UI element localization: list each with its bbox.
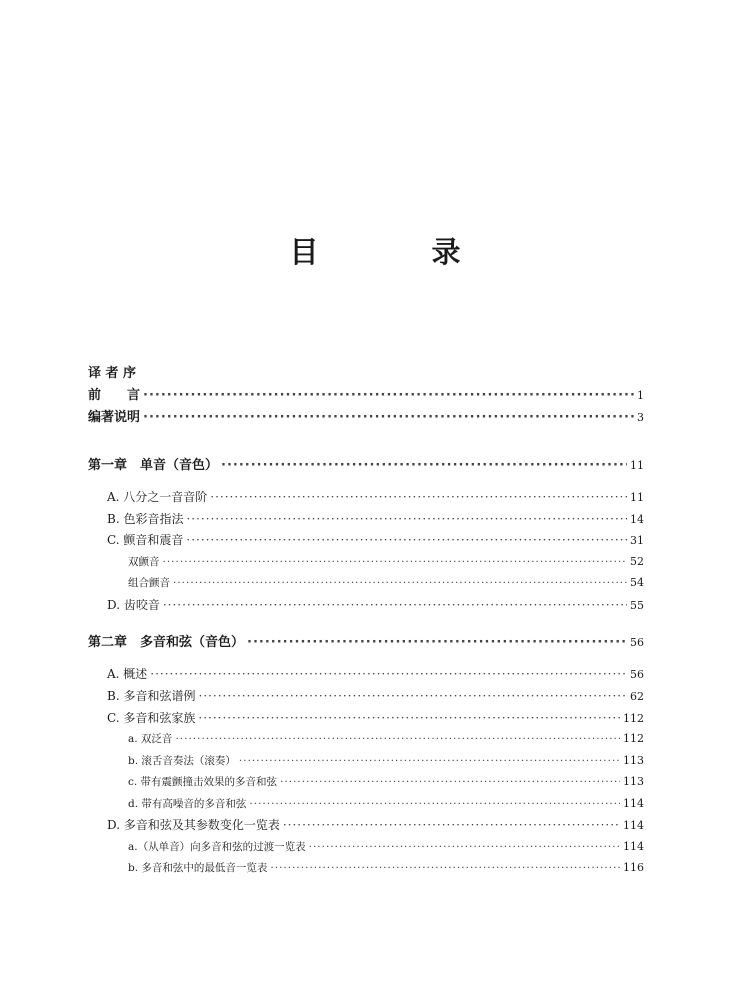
toc-entry-label: B. 多音和弦谱例: [107, 689, 196, 703]
dot-leader: [221, 456, 627, 476]
dot-leader: [247, 633, 627, 653]
toc-entry-page: 114: [623, 840, 644, 853]
toc-entry-translator-preface[interactable]: [88, 364, 644, 384]
dot-leader: [163, 595, 627, 615]
toc-entry-label: c. 带有震颤撞击效果的多音和弦: [128, 776, 278, 788]
toc-entry-label: a.（从单音）向多音和弦的过渡一览表: [128, 841, 306, 853]
toc-section-1d[interactable]: [107, 595, 644, 616]
toc-section-2d[interactable]: [107, 815, 644, 836]
toc-entry-label: 双颤音: [128, 556, 160, 568]
toc-entry-page: 56: [630, 668, 644, 681]
toc-entry-page: 114: [623, 819, 644, 832]
toc-subsection-2d-a[interactable]: [128, 837, 644, 857]
toc-chapter-2[interactable]: [88, 633, 644, 653]
toc-entry-page: 56: [630, 636, 644, 649]
toc-entry-label: A. 概述: [107, 667, 148, 681]
toc-entry-preface[interactable]: [88, 386, 644, 406]
toc-entry-label: B. 色彩音指法: [107, 512, 184, 526]
toc-entry-editor-notes[interactable]: [88, 408, 644, 428]
toc-entry-label: A. 八分之一音音阶: [107, 490, 208, 504]
page-title: 目 录: [289, 235, 503, 269]
toc-section-2c[interactable]: [107, 708, 644, 729]
toc-entry-page: 55: [630, 599, 644, 612]
toc-entry-label: b. 滚舌音奏法（滚奏）: [128, 755, 236, 767]
toc-subsection-2c-d[interactable]: [128, 794, 644, 814]
toc-entry-page: 113: [623, 775, 644, 788]
dot-leader: [173, 573, 627, 593]
toc-entry-page: 113: [623, 754, 644, 767]
toc-entry-page: 112: [623, 712, 644, 725]
dot-leader: [143, 386, 634, 406]
toc-chapter-label: 第二章 多音和弦（音色）: [88, 635, 245, 650]
toc-subsection-2c-c[interactable]: [128, 772, 644, 792]
toc-entry-label: D. 齿咬音: [107, 598, 160, 612]
toc-section-2a[interactable]: [107, 664, 644, 685]
dot-leader: [175, 729, 620, 749]
dot-leader: [309, 837, 620, 857]
toc-entry-label: 组合颤音: [128, 577, 170, 589]
dot-leader: [163, 552, 628, 572]
dot-leader: [198, 686, 627, 706]
toc-entry-label: b. 多音和弦中的最低音一览表: [128, 862, 268, 874]
toc-subsection-combined-trill[interactable]: [128, 573, 644, 593]
dot-leader: [150, 664, 627, 684]
toc-entry-page: 11: [630, 491, 644, 504]
toc-entry-label: 编著说明: [88, 410, 141, 425]
toc-entry-label: a. 双泛音: [128, 733, 173, 745]
toc-entry-page: 11: [630, 459, 644, 472]
dot-leader: [280, 772, 620, 792]
dot-leader: [143, 408, 634, 428]
dot-leader: [210, 487, 627, 507]
toc-chapter-1[interactable]: [88, 456, 644, 476]
dot-leader: [198, 708, 620, 728]
toc-section-2b[interactable]: [107, 686, 644, 707]
toc-entry-page: 112: [623, 732, 644, 745]
toc-entry-page: 14: [630, 513, 644, 526]
toc-subsection-2d-b[interactable]: [128, 858, 644, 878]
toc-entry-page: 1: [637, 389, 644, 402]
toc-entry-page: 54: [630, 576, 644, 589]
toc-entry-label: 前 言: [88, 388, 141, 403]
toc-section-1a[interactable]: [107, 487, 644, 508]
toc-entry-label: 译 者 序: [88, 366, 137, 381]
toc-entry-page: 114: [623, 797, 644, 810]
dot-leader: [186, 530, 627, 550]
toc-entry-page: 52: [630, 555, 644, 568]
dot-leader: [186, 509, 627, 529]
toc-subsection-2c-a[interactable]: [128, 729, 644, 749]
dot-leader: [249, 794, 620, 814]
toc-subsection-2c-b[interactable]: [128, 751, 644, 771]
toc-entry-page: 116: [623, 861, 644, 874]
toc-entry-page: 3: [637, 411, 644, 424]
toc-entry-label: C. 多音和弦家族: [107, 711, 196, 725]
toc-entry-label: d. 带有高噪音的多音和弦: [128, 798, 247, 810]
toc-entry-page: 31: [630, 534, 644, 547]
toc-chapter-label: 第一章 单音（音色）: [88, 458, 219, 473]
toc-entry-page: 62: [630, 690, 644, 703]
toc-subsection-double-trill[interactable]: [128, 552, 644, 572]
toc-section-1c[interactable]: [107, 530, 644, 551]
dot-leader: [239, 751, 620, 771]
toc-entry-label: C. 颤音和震音: [107, 533, 184, 547]
dot-leader: [283, 815, 620, 835]
dot-leader: [270, 858, 620, 878]
toc-entry-label: D. 多音和弦及其参数变化一览表: [107, 818, 280, 832]
toc-section-1b[interactable]: [107, 509, 644, 530]
